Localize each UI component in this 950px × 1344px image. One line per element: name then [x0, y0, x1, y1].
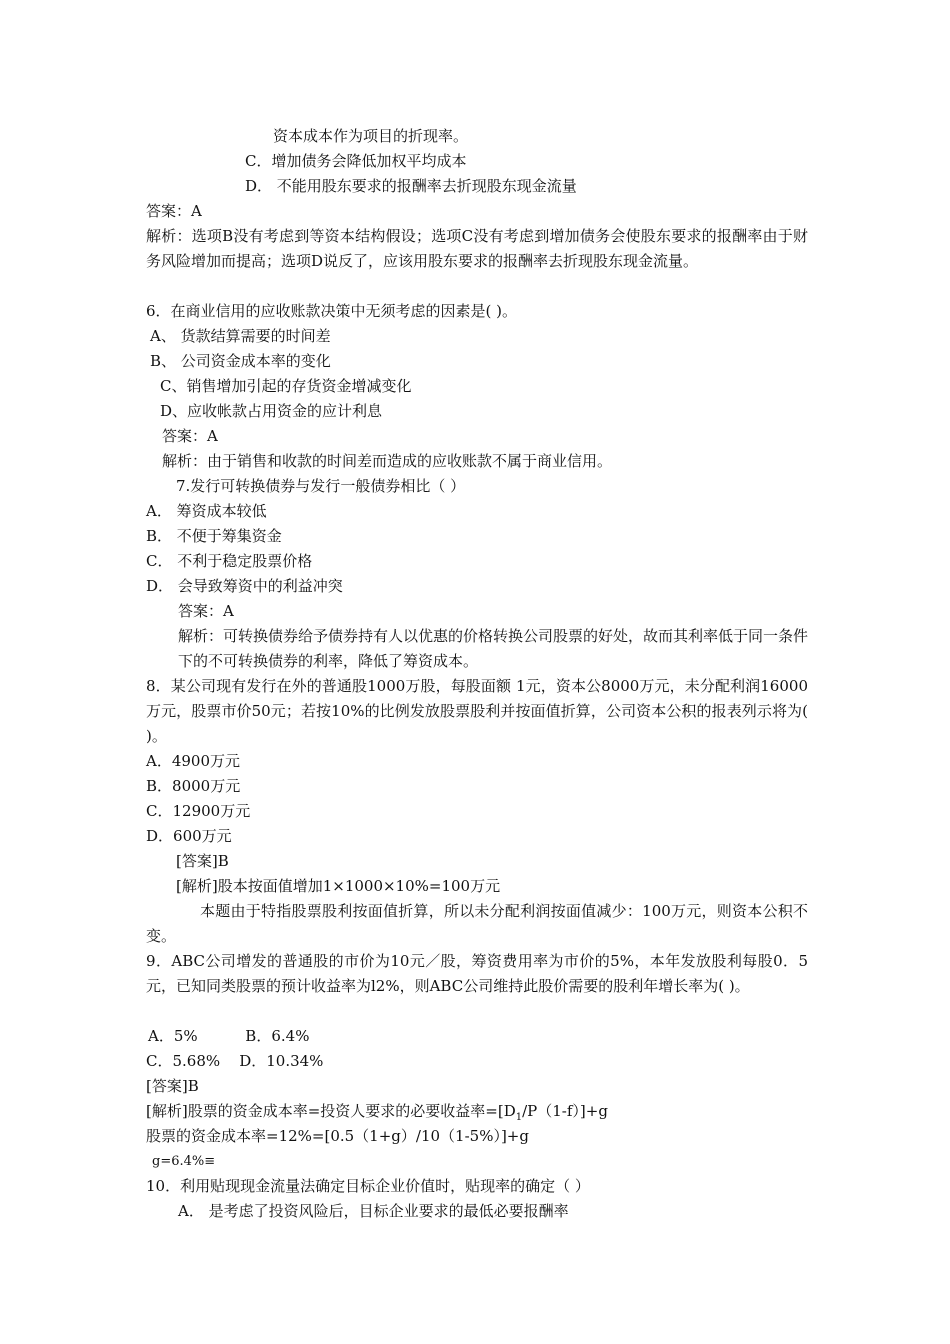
q8-answer: [答案]B — [176, 852, 229, 870]
q6-stem: 6．在商业信用的应收账款决策中无须考虑的因素是( )。 — [146, 302, 518, 320]
q6-answer: 答案：A — [162, 427, 218, 445]
q10-stem: 10．利用贴现现金流量法确定目标企业价值时，贴现率的确定（ ） — [146, 1177, 590, 1195]
q9-analysis-line1-post: /P（1-f）]+g — [522, 1102, 608, 1120]
q5-option-c: C．增加债务会降低加权平均成本 — [245, 152, 467, 170]
q9-analysis-line1-subscript: 1 — [515, 1112, 523, 1123]
q7-option-c: C． 不利于稳定股票价格 — [146, 552, 313, 570]
q8-analysis-line1: [解析]股本按面值增加1×1000×10%=100万元 — [176, 877, 501, 895]
q7-option-a: A． 筹资成本较低 — [146, 502, 267, 520]
q8-option-b: B．8000万元 — [146, 777, 241, 795]
q7-answer: 答案：A — [178, 602, 234, 620]
q7-analysis: 解析：可转换债券给予债券持有人以优惠的价格转换公司股票的好处，故而其利率低于同一条件下的不可转换债券的利率，降低了筹资成本。 — [178, 627, 809, 670]
q6-option-d: D、应收帐款占用资金的应计利息 — [160, 402, 383, 420]
q9-analysis-line2: 股票的资金成本率=12%=[0.5（1+g）/10（1-5%）]+g — [146, 1127, 529, 1145]
q7-stem: 7.发行可转换债券与发行一般债券相比（ ） — [176, 477, 466, 495]
q6-option-a: A、 货款结算需要的时间差 — [150, 327, 331, 345]
q5-answer: 答案：A — [146, 202, 202, 220]
q8-option-a: A．4900万元 — [146, 752, 241, 770]
q7-option-b: B． 不便于筹集资金 — [146, 527, 282, 545]
q7-option-d: D． 会导致筹资中的利益冲突 — [146, 577, 343, 595]
q5-option-b-continuation: 资本成本作为项目的折现率。 — [273, 127, 469, 145]
q8-analysis-line2: 本题由于特指股票股利按面值折算，所以未分配利润按面值减少：100万元，则资本公积不变。 — [146, 902, 808, 945]
q9-analysis-line3: g=6.4%≡ — [152, 1154, 216, 1169]
q9-analysis-line1-pre: [解析]股票的资金成本率=投资人要求的必要收益率=[D — [146, 1102, 516, 1120]
q8-option-d: D．600万元 — [146, 827, 232, 845]
q9-answer: [答案]B — [146, 1077, 199, 1095]
q9-analysis-line1 — [146, 1099, 608, 1124]
q10-option-a: A． 是考虑了投资风险后，目标企业要求的最低必要报酬率 — [178, 1202, 569, 1220]
q5-option-d: D． 不能用股东要求的报酬率去折现股东现金流量 — [245, 177, 577, 195]
q6-option-c: C、销售增加引起的存货资金增减变化 — [160, 377, 412, 395]
q8-stem: 8．某公司现有发行在外的普通股1000万股，每股面额 1元，资本公8000万元，未分配利润16000万元，股票市价50元；若按10%的比例发放股票股利并按面值折算，公司资本公积的报表列示将为( )。 — [146, 677, 808, 745]
q6-analysis: 解析：由于销售和收款的时间差而造成的应收账款不属于商业信用。 — [162, 452, 613, 470]
q6-option-b: B、 公司资金成本率的变化 — [150, 352, 331, 370]
q9-options-cd: C．5.68% D．10.34% — [146, 1052, 324, 1070]
q8-option-c: C．12900万元 — [146, 802, 251, 820]
q9-stem: 9．ABC公司增发的普通股的市价为10元／股，筹资费用率为市价的5%，本年发放股利每股0．5元，已知同类股票的预计收益率为l2%，则ABC公司维持此股价需要的股利年增长率为( )。 — [146, 952, 808, 995]
q5-analysis: 解析：选项B没有考虑到等资本结构假设；选项C没有考虑到增加债务会使股东要求的报酬率由于财务风险增加而提高；选项D说反了，应该用股东要求的报酬率去折现股东现金流量。 — [146, 227, 808, 270]
q9-options-ab: A．5% B．6.4% — [148, 1027, 310, 1045]
